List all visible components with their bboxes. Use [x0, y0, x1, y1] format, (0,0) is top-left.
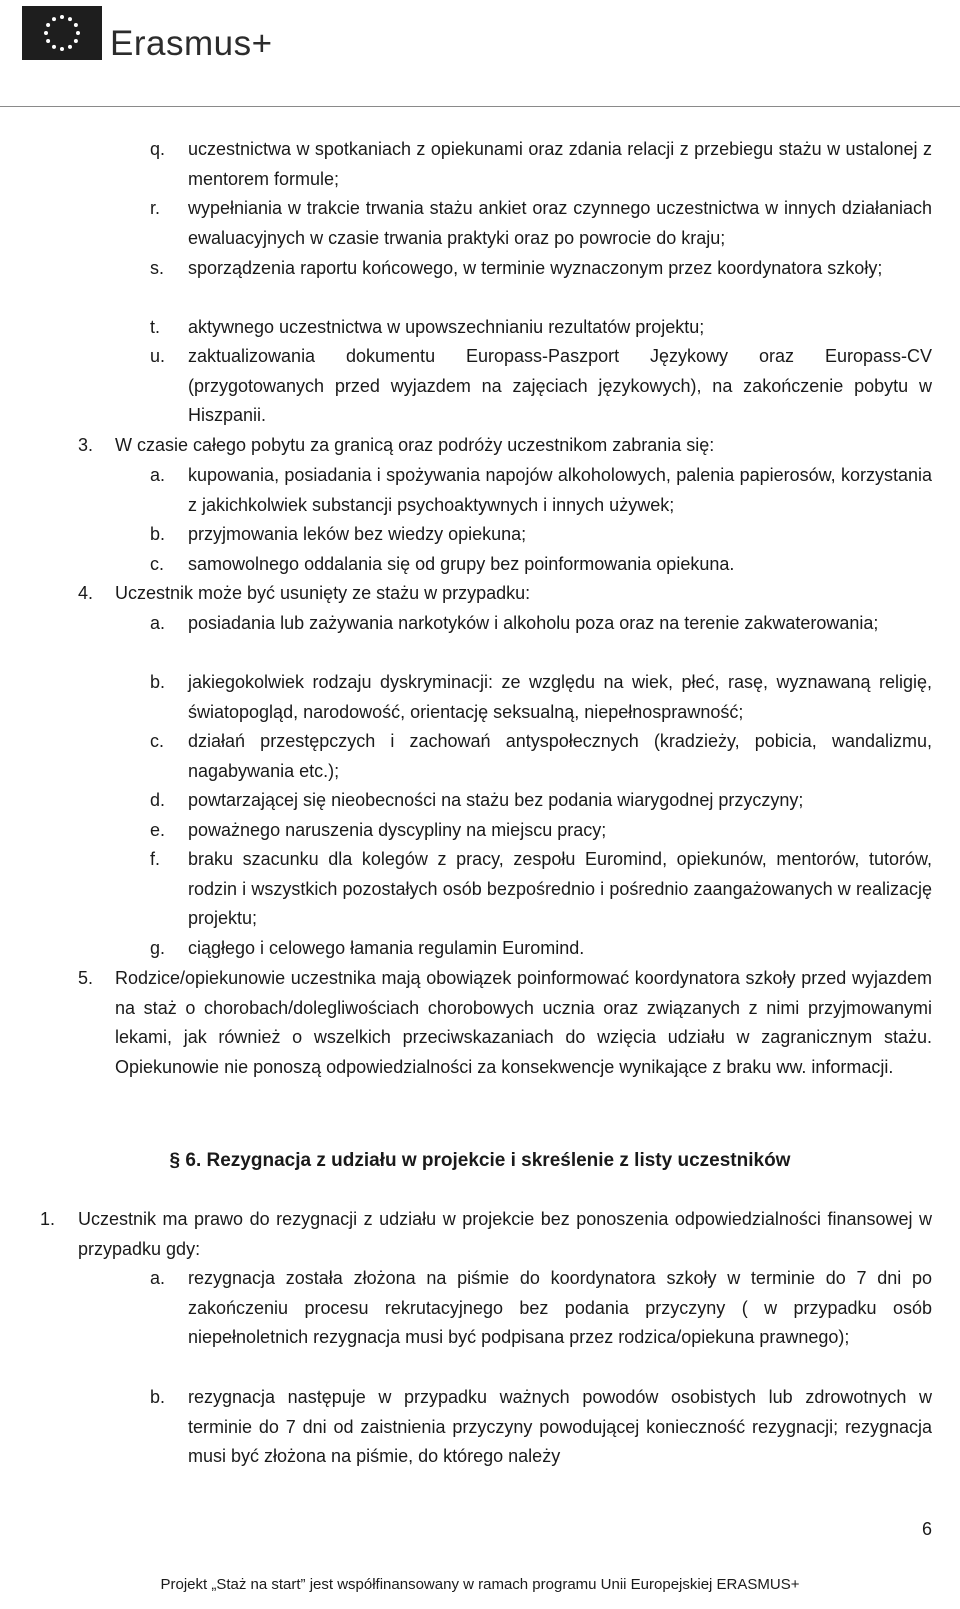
list-label: s. [150, 258, 165, 278]
list-label: d. [150, 790, 166, 810]
list-text: samowolnego oddalania się od grupy bez poinformowania opiekuna. [188, 554, 735, 574]
list-label: e. [150, 820, 166, 840]
list-text: powtarzającej się nieobecności na stażu bez podania wiarygodnej przyczyny; [188, 790, 804, 810]
list-label: 5. [78, 968, 94, 988]
list-text: Uczestnik ma prawo do rezygnacji z udziału w projekcie bez ponoszenia odpowiedzialności finansowej w przypadku gdy: [78, 1209, 932, 1259]
list-label: u. [150, 346, 166, 366]
list-label: 1. [40, 1209, 56, 1229]
list-text: aktywnego uczestnictwa w upowszechnianiu rezultatów projektu; [188, 317, 705, 337]
list-text: W czasie całego pobytu za granicą oraz podróży uczestnikom zabrania się: [115, 435, 715, 455]
list-label: a. [150, 1268, 166, 1288]
section-heading: § 6. Rezygnacja z udziału w projekcie i skreślenie z listy uczestników [169, 1150, 791, 1171]
page-number: 6 [921, 1519, 932, 1539]
list-text: Uczestnik może być usunięty ze stażu w przypadku: [115, 583, 531, 603]
list-text: rezygnacja została złożona na piśmie do koordynatora szkoły w terminie do 7 dni po zakończeniu procesu rekrutacyjnego bez podania przyczyny ( w przypadku osób niepełnoletnich rezygnacja musi być podpisana przez rodzica/opiekuna prawnego); [188, 1268, 932, 1347]
eu-flag-icon [22, 6, 102, 60]
list-label: t. [150, 317, 161, 337]
list-label: c. [150, 731, 165, 751]
list-label: c. [150, 554, 165, 574]
list-text: posiadania lub zażywania narkotyków i alkoholu poza oraz na terenie zakwaterowania; [188, 613, 879, 633]
list-label: a. [150, 613, 166, 633]
page-header [0, 0, 960, 108]
list-label: b. [150, 672, 166, 692]
list-label: 4. [78, 583, 94, 603]
page-footer: Projekt „Staż na start” jest współfinansowany w ramach programu Unii Europejskiej ERASMUS+ [160, 1576, 800, 1593]
list-text: wypełniania w trakcie trwania stażu ankiet oraz czynnego uczestnictwa w innych działaniach ewaluacyjnych w czasie trwania praktyki oraz po powrocie do kraju; [188, 198, 932, 248]
list-label: b. [150, 1387, 166, 1407]
list-label: 3. [78, 435, 94, 455]
list-label: g. [150, 938, 166, 958]
list-text: działań przestępczych i zachowań antyspołecznych (kradzieży, pobicia, wandalizmu, nagabywania etc.); [188, 731, 932, 781]
list-label: f. [150, 849, 161, 869]
list-text: ciągłego i celowego łamania regulamin Euromind. [188, 938, 585, 958]
list-text: uczestnictwa w spotkaniach z opiekunami oraz zdania relacji z przebiegu stażu w ustalonej z mentorem formule; [188, 139, 932, 189]
list-label: r. [150, 198, 161, 218]
list-label: q. [150, 139, 166, 159]
header-divider [0, 106, 960, 107]
list-text: poważnego naruszenia dyscypliny na miejscu pracy; [188, 820, 607, 840]
list-text: jakiegokolwiek rodzaju dyskryminacji: ze względu na wiek, płeć, rasę, wyznawaną religię, światopogląd, narodowość, orientację seksualną, niepełnosprawność; [188, 672, 932, 722]
list-text: sporządzenia raportu końcowego, w terminie wyznaczonym przez koordynatora szkoły; [188, 258, 883, 278]
list-text: braku szacunku dla kolegów z pracy, zespołu Euromind, opiekunów, mentorów, tutorów, rodzin i wszystkich pozostałych osób bezpośrednio i pośrednio zaangażowanych w realizację projektu; [188, 849, 932, 928]
list-text: zaktualizowania dokumentu Europass-Paszport Językowy oraz Europass-CV (przygotowanych przed wyjazdem na zajęciach językowych), na zakończenie pobytu w Hiszpanii. [188, 346, 932, 425]
list-label: a. [150, 465, 166, 485]
list-text: rezygnacja następuje w przypadku ważnych powodów osobistych lub zdrowotnych w terminie do 7 dni od zaistnienia przyczyny powodującej konieczność rezygnacji; rezygnacja musi być złożona na piśmie, do którego należy [188, 1387, 932, 1466]
brand-name: Erasmus+ [110, 24, 273, 63]
list-label: b. [150, 524, 166, 544]
list-text: przyjmowania leków bez wiedzy opiekuna; [188, 524, 527, 544]
list-text: kupowania, posiadania i spożywania napojów alkoholowych, palenia papierosów, korzystania z jakichkolwiek substancji psychoaktywnych i innych używek; [188, 465, 932, 515]
list-text: Rodzice/opiekunowie uczestnika mają obowiązek poinformować koordynatora szkoły przed wyjazdem na staż o chorobach/dolegliwościach chorobowych ucznia oraz związanych z nimi przyjmowanymi lekami, jak również o wszelkich przeciwskazaniach do wzięcia udziału w zagranicznym stażu. Opiekunowie nie ponoszą odpowiedzialności za konsekwencje wynikające z braku ww. informacji. [115, 968, 932, 1077]
